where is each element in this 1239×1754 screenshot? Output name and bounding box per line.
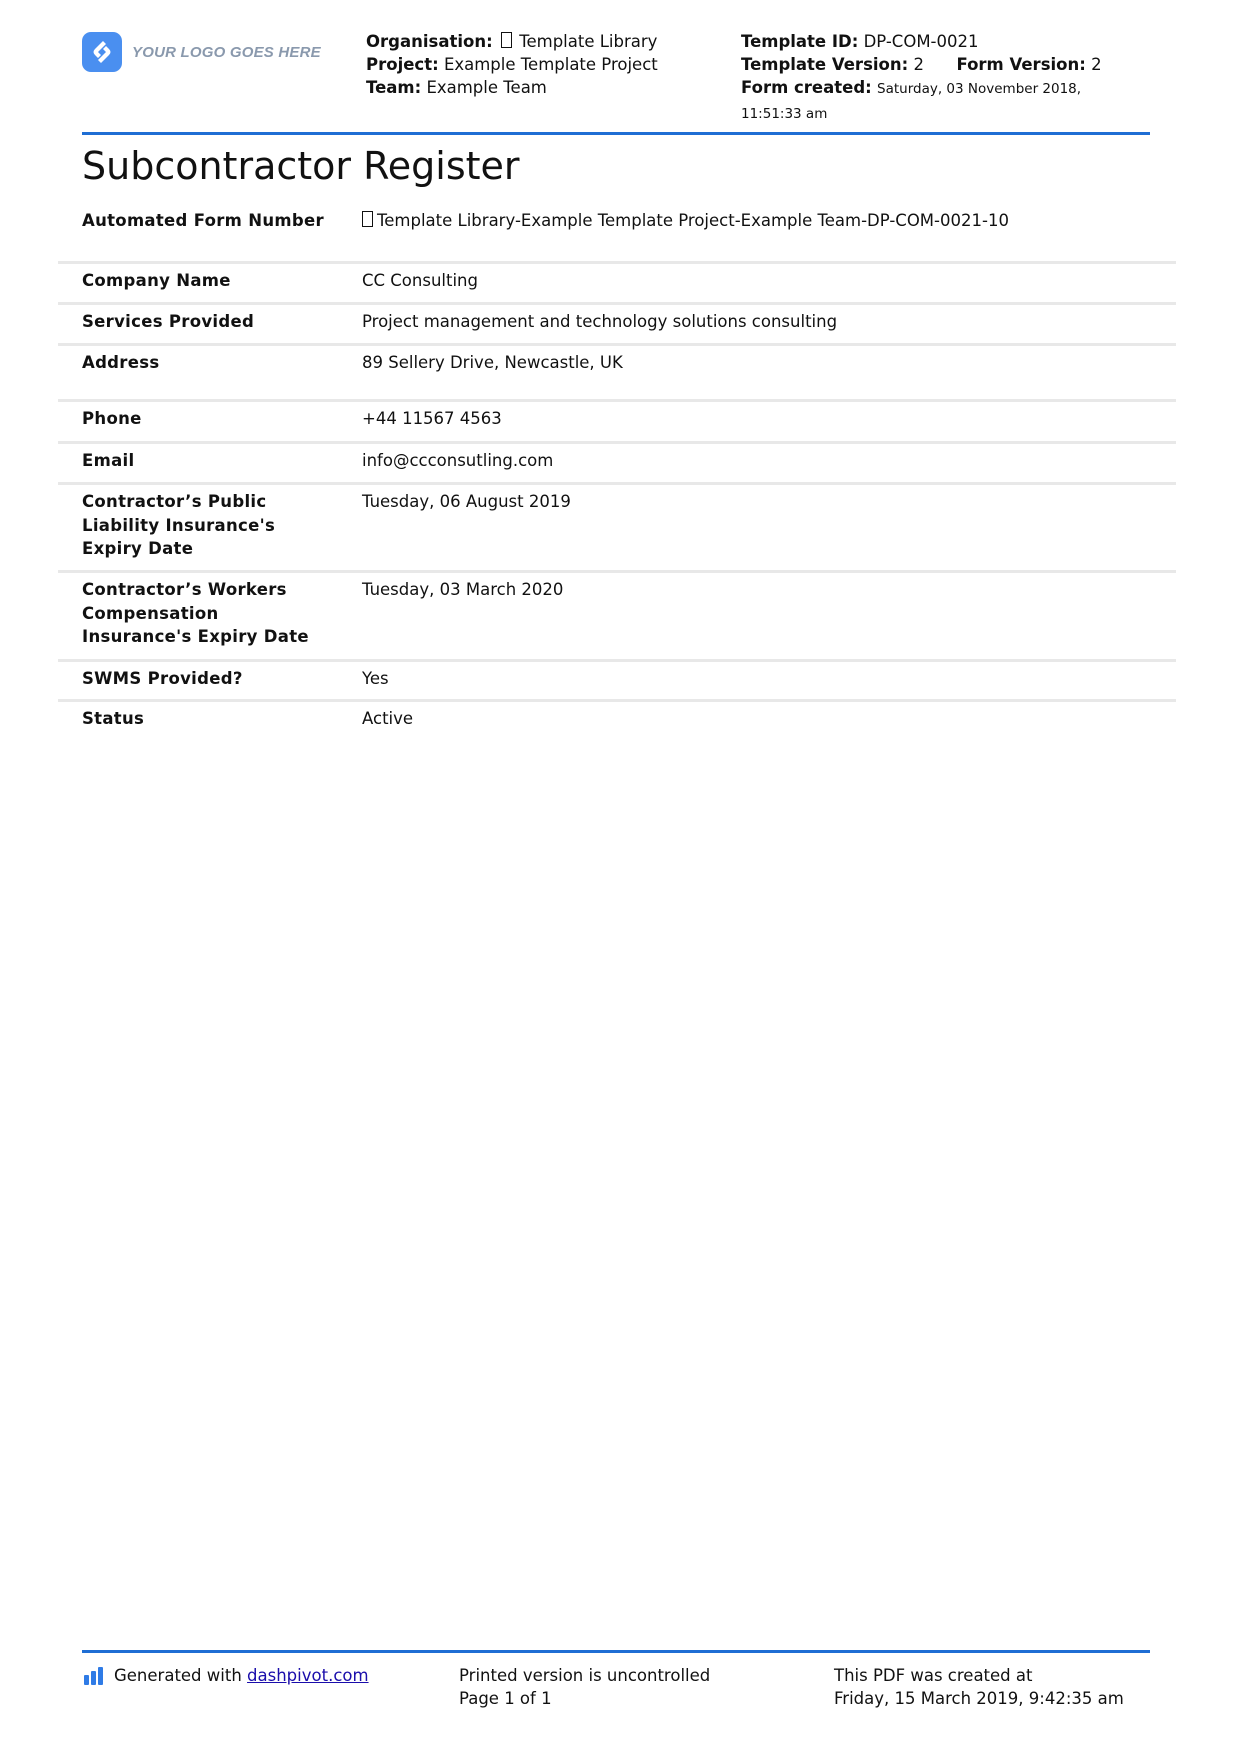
template-version-label: Template Version: [741,55,909,74]
organisation-label: Organisation: [366,32,493,51]
header-template-info [741,30,1121,126]
field-label: Address [82,353,160,372]
page-number: Page 1 of 1 [459,1689,552,1708]
form-version-label: Form Version: [956,55,1086,74]
field-row-address [58,346,1176,402]
team-value: Example Team [426,78,547,97]
template-id-line [741,30,1121,53]
field-label: Email [82,451,135,470]
field-label: SWMS Provided? [82,669,243,688]
field-row-phone [58,402,1176,444]
field-label: Phone [82,409,142,428]
company-logo [82,32,321,72]
footer-created [834,1664,1124,1710]
logo-text: YOUR LOGO GOES HERE [132,43,321,61]
field-label: Company Name [82,271,231,290]
field-label: Automated Form Number [82,211,324,230]
field-row-services-provided [58,305,1176,346]
field-row-public-liability-expiry [58,485,1176,573]
created-prefix: This PDF was created at [834,1666,1033,1685]
footer-generated [84,1664,369,1687]
organisation-line [366,30,658,53]
field-row-workers-comp-expiry [58,573,1176,662]
page-title: Subcontractor Register [82,144,520,188]
generated-text: Generated with [114,1666,242,1685]
form-created-label: Form created: [741,78,872,97]
form-created-line [741,76,1121,126]
header-project-info [366,30,658,99]
team-line [366,76,658,99]
project-line [366,53,658,76]
template-id-label: Template ID: [741,32,859,51]
dashpivot-bars-icon [84,1667,105,1685]
field-row-swms-provided [58,662,1176,702]
field-value: Active [362,709,414,728]
created-timestamp: Friday, 15 March 2019, 9:42:35 am [834,1689,1124,1708]
organisation-value: Template Library [519,32,658,51]
field-label: Contractor’s Public Liability Insurance's Expiry Date [82,492,276,558]
field-row-automated-form-number [58,204,1176,264]
field-value: Project management and technology solutions consulting [362,312,838,331]
field-label: Contractor’s Workers Compensation Insurance's Expiry Date [82,580,309,646]
field-value: Tuesday, 03 March 2020 [362,580,564,599]
form-version-value: 2 [1091,55,1102,74]
automated-form-number-value: Template Library-Example Template Project-Example Team-DP-COM-0021-10 [377,211,1009,230]
field-value: CC Consulting [362,271,478,290]
form-fields [58,204,1176,742]
org-icon [362,211,373,227]
org-icon [501,32,512,48]
version-line [741,53,1121,76]
header-divider [82,132,1150,135]
project-value: Example Template Project [443,55,658,74]
footer-divider [82,1650,1150,1653]
field-value [362,209,1176,261]
dashpivot-link[interactable]: dashpivot.com [247,1666,369,1685]
form-created-value: Saturday, 03 November 2018, 11:51:33 am [741,81,1082,122]
field-row-status [58,702,1176,742]
template-version-value: 2 [913,55,924,74]
field-row-company-name [58,264,1176,305]
field-row-email [58,444,1176,485]
project-label: Project: [366,55,439,74]
logo-icon [82,32,122,72]
field-value: Yes [362,669,389,688]
field-value: 89 Sellery Drive, Newcastle, UK [362,353,623,372]
field-value: +44 11567 4563 [362,409,502,428]
uncontrolled-text: Printed version is uncontrolled [459,1666,711,1685]
team-label: Team: [366,78,422,97]
field-value: Tuesday, 06 August 2019 [362,492,571,511]
field-value: info@ccconsutling.com [362,451,554,470]
footer-uncontrolled [459,1664,710,1710]
template-id-value: DP-COM-0021 [863,32,979,51]
field-label: Status [82,709,145,728]
field-label: Services Provided [82,312,255,331]
